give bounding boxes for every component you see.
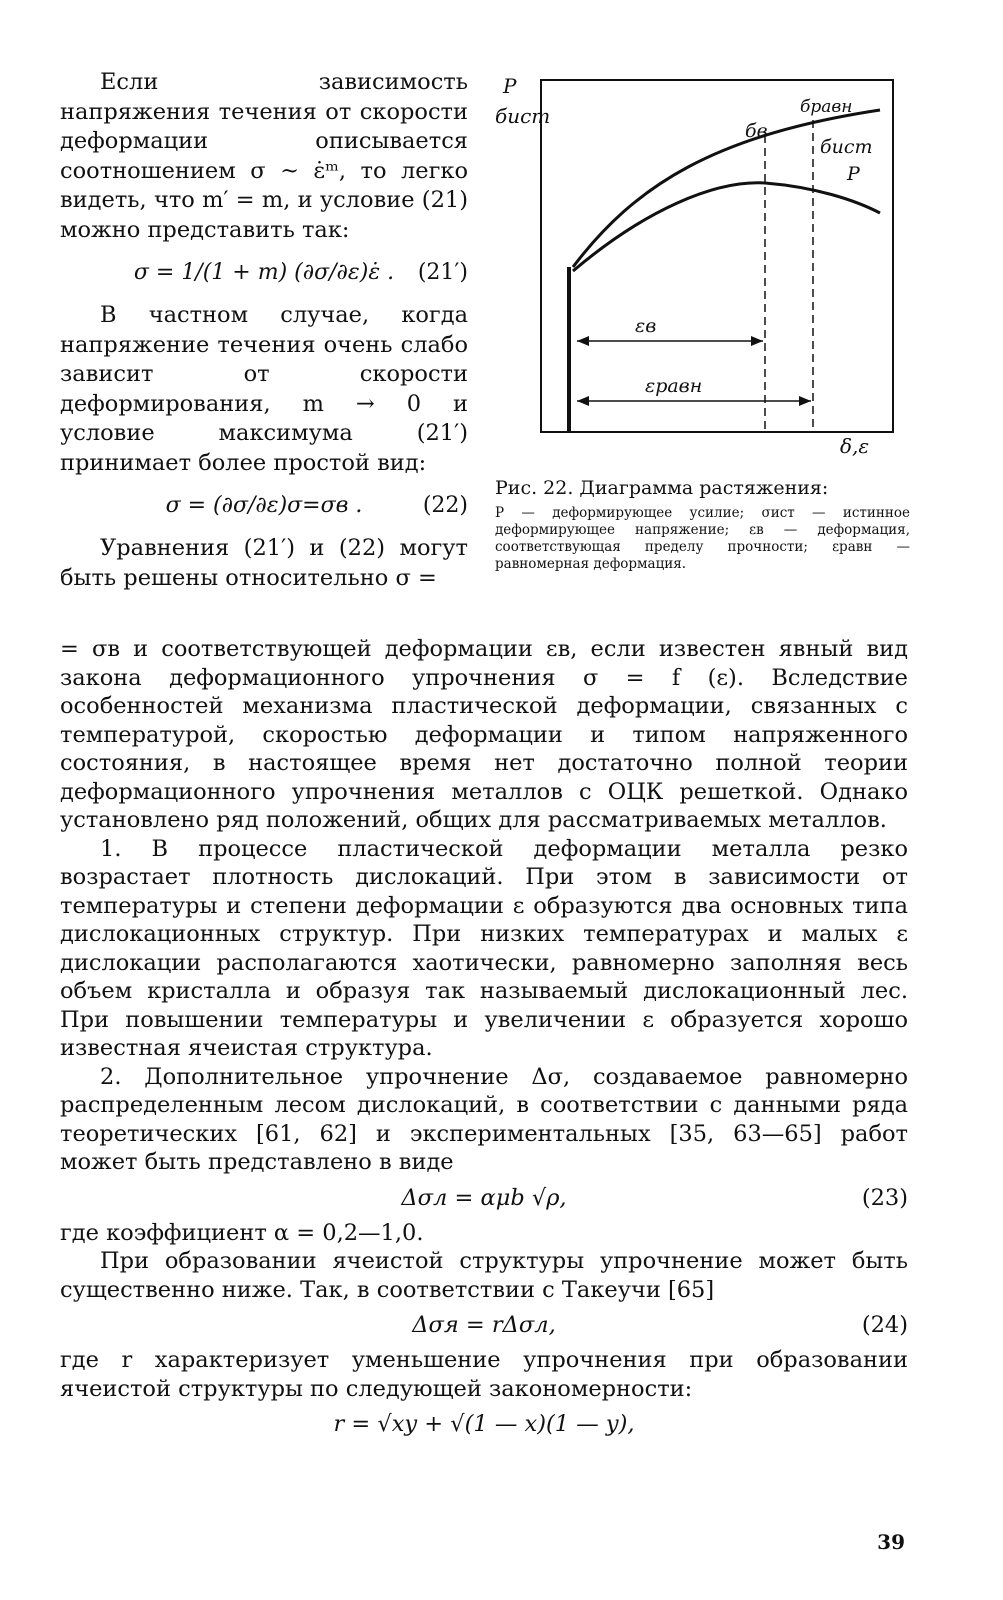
- paragraph-cell-structure: При образовании ячеистой структуры упрочнение может быть существенно ниже. Так, в соответствии с Такеучи [65]: [60, 1248, 908, 1303]
- paragraph-intro: Если зависимость напряжения течения от скорости деформации описывается соотношением σ ~ ε̇ᵐ, то легко видеть, что m′ = m, и условие (21) можно представить так:: [60, 69, 468, 243]
- caption-title: Рис. 22. Диаграмма растяжения:: [495, 477, 829, 499]
- x-axis-label: δ,ε: [840, 434, 870, 458]
- paragraph-r-definition: где r характеризует уменьшение упрочнения при образовании ячеистой структуры по следующей закономерности:: [60, 1347, 908, 1402]
- label-eps-ravn: εравн: [645, 375, 703, 397]
- formula-23-expr: Δσл = αμb √ρ,: [401, 1184, 567, 1211]
- label-force-P: P: [847, 163, 860, 185]
- y-axis-label-P: P: [503, 75, 517, 98]
- formula-22: [60, 478, 468, 534]
- formula-21-prime-number: (21′): [417, 260, 468, 285]
- paragraph-equations-cont: = σв и соответствующей деформации εв, если известен явный вид закона деформационного упрочнения σ = f (ε). Вследствие особенностей механизма пластической деформации, связанных с температурой, скоростью деформации и типом напряженного состояния, в настоящее время нет достаточно полной теории деформационного упрочнения металлов с ОЦК решеткой. Однако установлено ряд положений, общих для рассматриваемых металлов.: [60, 636, 908, 833]
- formula-22-expr: σ = (∂σ/∂ε)σ=σв .: [165, 493, 363, 518]
- formula-24-number: (24): [861, 1312, 908, 1338]
- arrow-left-eps-ravn: [577, 396, 589, 406]
- arrow-right-eps-v: [751, 336, 763, 346]
- arrow-left-eps-v: [577, 336, 589, 346]
- true-stress-curve: [573, 110, 880, 267]
- figure-caption: [495, 476, 910, 573]
- list-item-1: 1. В процессе пластической деформации металла резко возрастает плотность дислокаций. При этом в зависимости от температуры и степени деформации ε образуются два основных типа дислокационных структур. При низких температурах и малых ε дислокации располагаются хаотически, равномерно заполняя весь объем кристалла и образуя так называемый дислокационный лес. При повышении температуры и увеличении ε образуется хорошо известная ячеистая структура.: [60, 835, 908, 1061]
- paragraph-equations-start: Уравнения (21′) и (22) могут быть решены относительно σ =: [60, 535, 468, 591]
- formula-r: [60, 1403, 908, 1445]
- alpha-coefficient-line: где коэффициент α = 0,2—1,0.: [60, 1219, 424, 1246]
- formula-24: [60, 1304, 908, 1346]
- formula-21-prime: [60, 245, 468, 301]
- y-axis-label-sigma: бист: [495, 104, 551, 128]
- label-sigma-v: бв: [745, 120, 768, 142]
- label-eps-v: εв: [635, 315, 657, 337]
- caption-text: P — деформирующее усилие; σист — истинное деформирующее напряжение; εв — деформация, соответствующая пределу прочности; εравн — равномерная деформация.: [495, 505, 910, 572]
- force-curve: [573, 183, 880, 271]
- formula-23: [60, 1177, 908, 1219]
- tension-diagram-svg: [495, 75, 915, 465]
- paragraph-special-case: В частном случае, когда напряжение течения очень слабо зависит от скорости деформирования, m → 0 и условие максимума (21′) принимает более простой вид:: [60, 302, 468, 476]
- main-text: [60, 635, 908, 1445]
- formula-23-number: (23): [861, 1184, 908, 1211]
- arrow-right-eps-ravn: [799, 396, 811, 406]
- formula-21-prime-expr: σ = 1/(1 + m) (∂σ/∂ε)ε̇ .: [133, 260, 395, 285]
- formula-r-expr: r = √xy + √(1 — x)(1 — y),: [333, 1411, 635, 1437]
- list-item-2: 2. Дополнительное упрочнение Δσ, создаваемое равномерно распределенным лесом дислокаций, в соответствии с данными ряда теоретических [61, 62] и экспериментальных [35, 63—65] работ может быть представлено в виде: [60, 1063, 908, 1175]
- page-number: 39: [877, 1530, 905, 1554]
- formula-22-number: (22): [422, 493, 468, 518]
- label-sigma-ravn: бравн: [800, 97, 853, 117]
- tension-diagram-figure: [495, 75, 915, 465]
- formula-24-expr: Δσя = rΔσл,: [412, 1312, 556, 1338]
- label-sigma-ist: бист: [820, 136, 873, 158]
- left-column: [60, 68, 468, 593]
